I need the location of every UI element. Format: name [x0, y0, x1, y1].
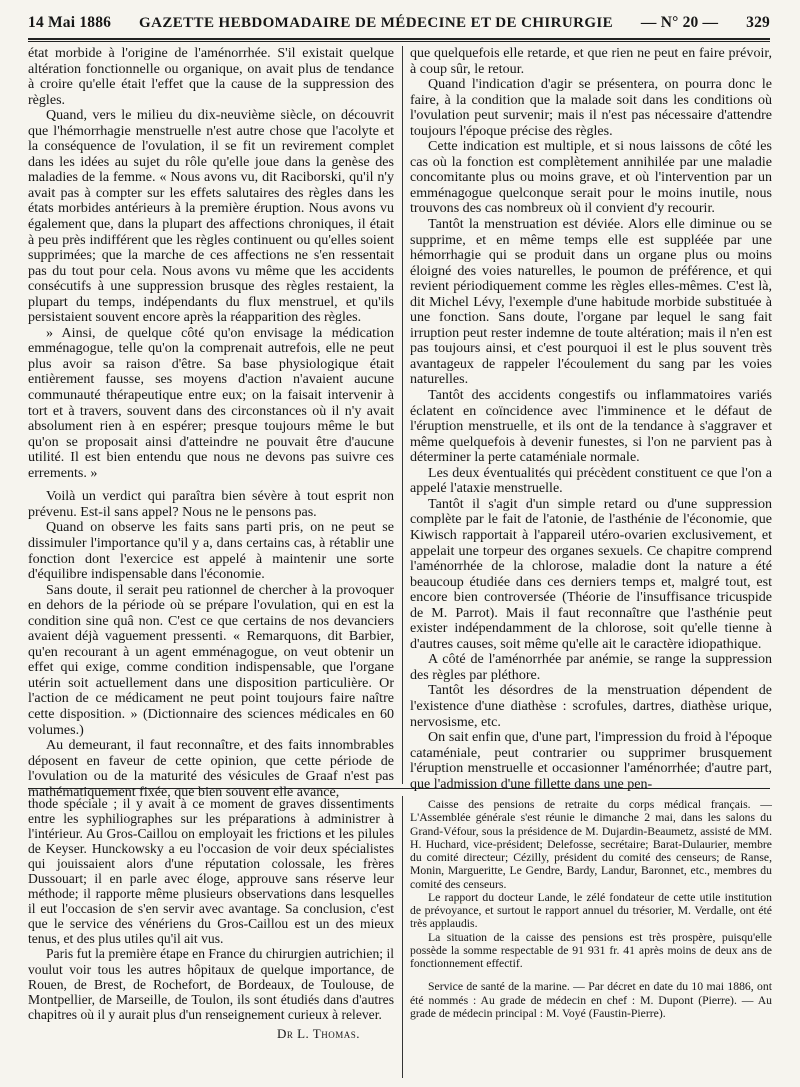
- paragraph: Les deux éventualités qui précèdent constituent ce que l'on a appelé l'ataxie menstruelle.: [410, 464, 772, 497]
- paragraph: Cette indication est multiple, et si nous laissons de côté les cas où la fonction est complètement annihilée par une maladie concomitante plus ou moins grave, et où l'intervention par un emménagogue quelconque serait pour le moins inutile, nous trouvons des cas nombreux où il convient d'y recourir.: [410, 138, 772, 217]
- news-column: [410, 798, 772, 1078]
- paragraph: Le rapport du docteur Lande, le zélé fondateur de cette utile institution de prévoyance, et surtout le rapport annuel du trésorier, M. Verdalle, ont été très applaudis.: [410, 890, 772, 931]
- news-item: Caisse des pensions de retraite du corps médical français. — L'Assemblée générale s'est réunie le dimanche 2 mai, dans les salons du Grand-Véfour, sous la présidence de M. Dujardin-Beaumetz, assisté de MM. H. Huchard, vice-président; Delefosse, secrétaire; Barat-Dulaurier, membre du comité directeur; Cézilly, président du comité des censeurs; de Ranse, Monin, Margueritte, Le Gendre, Bardy, Landur, Baronnet, etc., membres du comité des censeurs.: [410, 798, 772, 891]
- paragraph: Tantôt des accidents congestifs ou inflammatoires variés éclatent en coïncidence avec l'imminence et le défaut de l'éruption menstruelle, et ils ont de la tendance à s'aggraver et même quelquefois à devenir funestes, si l'on ne parvient pas à déterminer la perte cataméniale normale.: [410, 387, 772, 466]
- feuilleton-column: [28, 796, 394, 1078]
- paragraph: état morbide à l'origine de l'aménorrhée. S'il existait quelque altération fonctionnelle ou organique, on avait plus de tendance à croire qu'elle était l'effet que la cause de la suppression des règles.: [28, 45, 394, 108]
- paragraph: Quand on observe les faits sans parti pris, on ne peut se dissimuler l'importance qu'il y a, dans certains cas, à rétablir une fonction dont l'exercice est appelé à maintenir une sorte d'équilibre indispensable dans l'économie.: [28, 519, 394, 583]
- paragraph: On sait enfin que, d'une part, l'impression du froid à l'époque cataméniale, peut contrarier ou supprimer brusquement l'éruption menstruelle et occasionner l'aménorrhée; d'autre part, que l'admission d'une fillette dans une pen-: [410, 729, 772, 792]
- news-item: Service de santé de la marine. — Par décret en date du 10 mai 1886, ont été nommés : Au grade de médecin en chef : M. Dupont (Pierre). — Au grade de médecin principal : M. Voyé (Faustin-Pierre).: [410, 980, 772, 1020]
- paragraph: thode spéciale ; il y avait à ce moment de graves dissentiments entre les syphiliographes sur les préparations à administrer à l'intérieur. Au Gros-Caillou on employait les frictions et les pilules de Keyser. Hunckowsky a eu l'occasion de voir deux spécialistes qui jouissaient alors d'une réputation colossale, les frères Dussouart; il en parle avec éloge, approuve sans réserve leur méthode; il rapporte même plusieurs observations dans lesquelles il eut l'occasion de s'en servir avec avantage. Sa conclusion, c'est que le service des vénériens du Gros-Caillou est un des mieux tenus, et des plus utiles qu'il ait vus.: [28, 796, 394, 947]
- paragraph: Au demeurant, il faut reconnaître, et des faits innombrables déposent en faveur de cette opinion, que cette période de l'ovulation ou de la maturité des vésicules de Graaf n'est pas mathématiquement fixée, que bien souvent elle avance,: [28, 737, 394, 800]
- header-date: 14 Mai 1886: [28, 14, 112, 31]
- right-column: [410, 45, 772, 792]
- paragraph: Paris fut la première étape en France du chirurgien autrichien; il voulut voir tous les autres hôpitaux de quelque importance, de Rouen, de Brest, de Rochefort, de Bordeaux, de Toulouse, de Montpellier, de Marseille, de Toulon, ils sont étudiés dans d'autres chapitres où il y aurait plus d'un renseignement curieux à relever.: [28, 946, 394, 1022]
- page-number: 329: [746, 14, 770, 31]
- paragraph: A côté de l'aménorrhée par anémie, se range la suppression des règles par pléthore.: [410, 651, 772, 683]
- header-rule-thin: [28, 41, 770, 42]
- column-divider: [402, 796, 403, 1078]
- paragraph: Sans doute, il serait peu rationnel de chercher à la provoquer en dehors de la période où se prépare l'ovulation, qui en est la condition sine quâ non. C'est ce que certains de nos devanciers avaient déjà vaguement pressenti. « Remarquons, dit Barbier, qu'en recourant à un agent emménagogue, on veut obtenir un effet qui exige, comme condition indispensable, que l'organe utérin soit actuellement dans une disposition particulière. Or l'action de ce médicament ne peut point toujours faire naître cette disposition. » (Dictionnaire des sciences médicales en 60 volumes.): [28, 581, 394, 738]
- paragraph: Quand, vers le milieu du dix-neuvième siècle, on découvrit que l'hémorrhagie menstruelle n'est autre chose que l'acolyte et la conséquence de l'ovulation, il se fit un revirement complet dans les idées au sujet du rôle qu'elle joue dans la genèse des maladies de la femme. « Nous avons vu, dit Raciborski, qu'il n'y avait pas à compter sur les effets salutaires des règles dans les états morbides antérieurs à la première éruption. Nous avons vu également que, dans la plupart des affections chroniques, il était à peu près indifférent que les règles continuent ou qu'elles soient supprimées; que la marche de ces affections ne s'en ressentait pas du tout pour cela. Nous avons vu même que les accidents consécutifs à une suppression brusque des règles restaient, la plupart du temps, indépendants du flux menstruel, et qu'ils persistaient souvent encore après la réapparition des règles.: [28, 107, 394, 326]
- section-rule: [28, 788, 770, 789]
- paragraph: Quand l'indication d'agir se présentera, on pourra donc le faire, à la condition que la malade soit dans les conditions où l'ovulation peut survenir; mais il n'est pas nécessaire d'attendre toujours l'époque précise des règles.: [410, 76, 772, 139]
- paragraph: Tantôt la menstruation est déviée. Alors elle diminue ou se supprime, et en même temps elle est suppléée par une hémorrhagie qui se produit dans un organe plus ou moins éloigné des voies naturelles, le poumon de préférence, et qui revient périodiquement comme les règles elles-mêmes. C'est là, dit Michel Lévy, l'exemple d'une habitude morbide substituée à une fonction. Sans doute, l'organe par lequel le sang fait irruption peut rester indemne de toute altération; mais il n'en est pas toujours ainsi, et c'est pourquoi il est le plus souvent très avantageux de rappeler l'écoulement du sang par les voies naturelles.: [410, 216, 772, 388]
- paragraph: Tantôt les désordres de la menstruation dépendent de l'existence d'une diathèse : scrofules, dartres, diathèse urique, nervosisme, etc.: [410, 682, 772, 730]
- issue-number: — N° 20 —: [640, 14, 719, 31]
- header-rule: [28, 38, 770, 40]
- left-column: [28, 45, 394, 800]
- running-header: [28, 14, 770, 36]
- author-signature: Dr L. Thomas.: [276, 1025, 360, 1041]
- paragraph: La situation de la caisse des pensions est très prospère, puisqu'elle possède la somme respectable de 91 931 fr. 41 après moins de deux ans de fonctionnement effectif.: [410, 930, 772, 970]
- paragraph: Tantôt il s'agit d'un simple retard ou d'une suppression complète par le fait de l'atonie, de l'asthénie de l'économie, que Kiwisch rapportait à l'appareil utéro-ovarien exclusivement, et appelait une torpeur des organes sexuels. Ce chapitre comprend l'aménorrhée de la chlorose, maladie dont la nature a été beaucoup étudiée dans ces derniers temps et, malgré tout, est encore bien controversée (Théorie de l'insuffisance tricuspide de M. Parrot). Mais il faut reconnaître que l'asthénie peut exister indépendamment de la chlorose, soit qu'elle tienne à d'autres causes, soit même qu'elle ait le caractère idiopathique.: [410, 495, 772, 652]
- paragraph: que quelquefois elle retarde, et que rien ne peut en faire prévoir, à coup sûr, le retour.: [410, 45, 772, 77]
- journal-title: GAZETTE HEBDOMADAIRE DE MÉDECINE ET DE CHIRURGIE: [139, 15, 614, 31]
- paragraph: Voilà un verdict qui paraîtra bien sévère à tout esprit non prévenu. Est-il sans appel? Nous ne le pensons pas.: [28, 488, 394, 520]
- paragraph: » Ainsi, de quelque côté qu'on envisage la médication emménagogue, telle qu'on la comprenait autrefois, elle ne peut plus avoir sa raison d'être. Sa base physiologique était entièrement fausse, ses moyens d'action n'avaient aucune communauté thérapeutique entre eux; on la faisait intervenir à tort et à travers, souvent dans des circonstances où il n'y avait absolument rien à en espérer; presque toujours même le but qu'on se proposait ainsi d'atteindre ne pouvait être d'aucune utilité. Il est bien entendu que nous ne devons pas suivre ces errements. »: [28, 324, 394, 481]
- column-divider: [402, 46, 403, 784]
